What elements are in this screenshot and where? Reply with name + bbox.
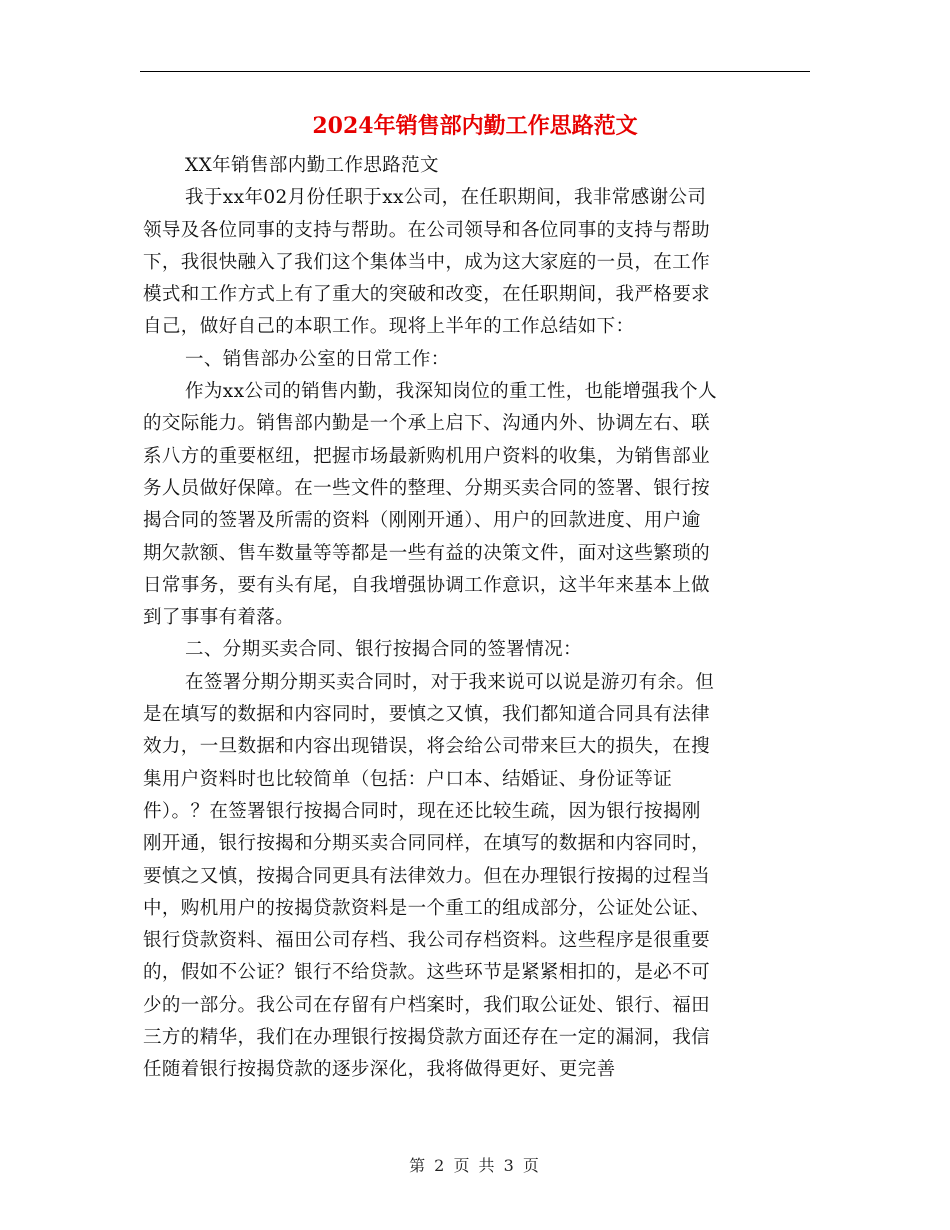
text-line: 作为xx公司的销售内勤，我深知岗位的重工性，也能增强我个人 [185, 381, 717, 403]
text-line: 揭合同的签署及所需的资料（刚刚开通）、用户的回款进度、用户逾 [143, 510, 701, 532]
text-line: 到了事事有着落。 [143, 607, 295, 629]
text-line: 系八方的重要枢纽，把握市场最新购机用户资料的收集，为销售部业 [143, 445, 711, 467]
header-rule [140, 71, 810, 72]
text-line: 少的一部分。我公司在存留有户档案时，我们取公证处、银行、福田 [143, 994, 711, 1016]
text-line: 件）。？在签署银行按揭合同时，现在还比较生疏，因为银行按揭刚 [143, 800, 701, 822]
text-line: 中，购机用户的按揭贷款资料是一个重工的组成部分，公证处公证、 [143, 897, 711, 919]
text-line: 的交际能力。销售部内勤是一个承上启下、沟通内外、协调左右、联 [143, 413, 711, 435]
text-line: 刚开通，银行按揭和分期买卖合同同样，在填写的数据和内容同时， [143, 833, 711, 855]
text-line: 模式和工作方式上有了重大的突破和改变，在任职期间，我严格要求 [143, 284, 711, 306]
text-line: XX年销售部内勤工作思路范文 [185, 155, 439, 176]
text-line: 下，我很快融入了我们这个集体当中，成为这大家庭的一员，在工作 [143, 251, 711, 273]
text-line: 自己，做好自己的本职工作。现将上半年的工作总结如下： [143, 316, 635, 338]
text-line: 领导及各位同事的支持与帮助。在公司领导和各位同事的支持与帮助 [143, 219, 711, 241]
document-title: 2024年销售部内勤工作思路范文 [312, 113, 638, 139]
text-line: 我于xx年02月份任职于xx公司，在任职期间，我非常感谢公司 [185, 187, 707, 209]
text-line: 三方的精华，我们在办理银行按揭贷款方面还存在一定的漏洞，我信 [143, 1027, 711, 1049]
text-line: 的，假如不公证？银行不给贷款。这些环节是紧紧相扣的，是必不可 [143, 962, 711, 984]
text-line: 要慎之又慎，按揭合同更具有法律效力。但在办理银行按揭的过程当 [143, 865, 711, 887]
text-line: 日常事务，要有头有尾，自我增强协调工作意识，这半年来基本上做 [143, 574, 711, 596]
text-line: 集用户资料时也比较简单（包括：户口本、结婚证、身份证等证 [143, 768, 673, 790]
text-line: 银行贷款资料、福田公司存档、我公司存档资料。这些程序是很重要 [143, 930, 711, 952]
text-line: 一、销售部办公室的日常工作： [185, 348, 450, 370]
document-body [143, 150, 811, 1087]
page-footer: 第 2 页 共 3 页 [409, 1156, 541, 1175]
text-line: 任随着银行按揭贷款的逐步深化，我将做得更好、更完善 [143, 1059, 616, 1081]
text-line: 务人员做好保障。在一些文件的整理、分期买卖合同的签署、银行按 [143, 477, 711, 499]
text-line: 二、分期买卖合同、银行按揭合同的签署情况： [185, 639, 582, 661]
text-line: 是在填写的数据和内容同时，要慎之又慎，我们都知道合同具有法律 [143, 704, 711, 726]
text-line: 效力，一旦数据和内容出现错误，将会给公司带来巨大的损失，在搜 [143, 736, 711, 758]
text-line: 期欠款额、售车数量等等都是一些有益的决策文件，面对这些繁琐的 [143, 542, 711, 564]
text-line: 在签署分期分期买卖合同时，对于我来说可以说是游刃有余。但 [185, 671, 715, 693]
